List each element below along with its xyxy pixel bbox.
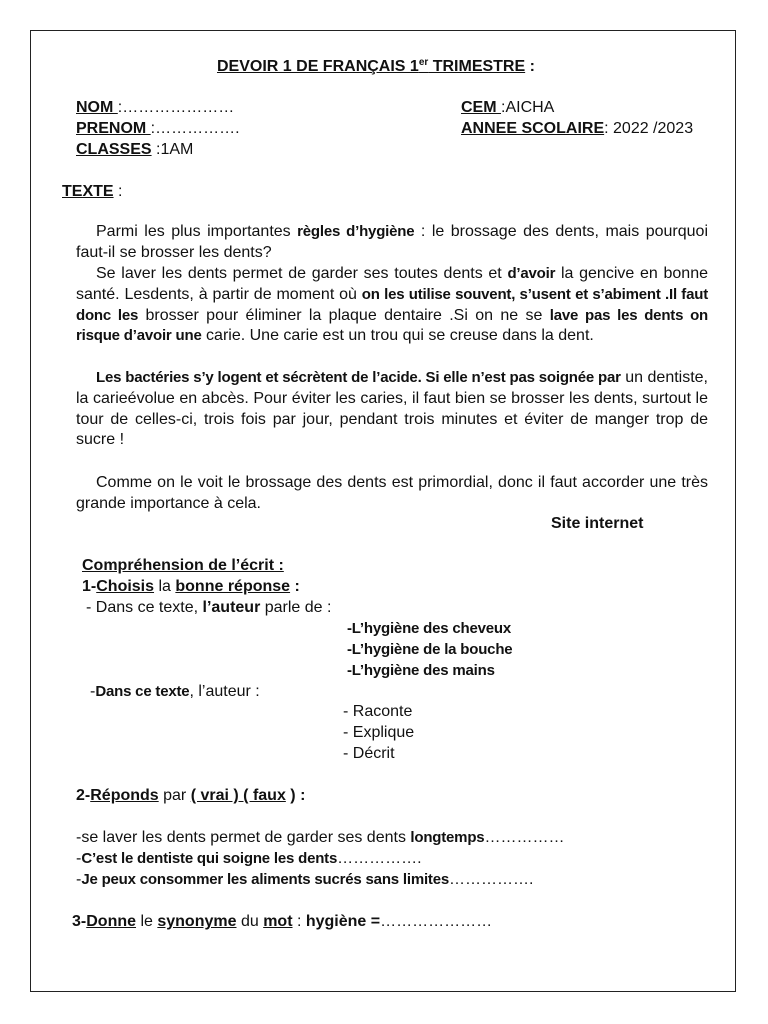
question-1: 1-Choisis la bonne réponse :	[82, 578, 300, 595]
vrai-faux-item-3: -Je peux consommer les aliments sucrés sans limites…………….	[76, 871, 534, 888]
option-raconte: - Raconte	[343, 703, 413, 720]
option-mains: -L’hygiène des mains	[347, 662, 495, 679]
paragraph-3: Les bactéries s’y logent et sécrètent de l’acide. Si elle n’est pas soignée par un dentiste, la carieévolue en abcès. Pour éviter les caries, il faut bien se brosser les dents, surtout le tour de celles-ci, trois fois par jour, pendant trois minutes et éviter de manger trop de sucre !	[76, 369, 709, 449]
prenom-field: PRENOM :…………….	[76, 120, 240, 137]
vrai-faux-item-2: -C’est le dentiste qui soigne les dents…………….	[76, 850, 422, 867]
question-2: 2-Réponds par ( vrai ) ( faux ) :	[76, 787, 306, 804]
question-1-prompt-a: - Dans ce texte, l’auteur parle de :	[86, 599, 332, 616]
option-cheveux: -L’hygiène des cheveux	[347, 620, 511, 637]
option-explique: - Explique	[343, 724, 415, 741]
question-3: 3-Donne le synonyme du mot : hygiène =…………………	[72, 913, 493, 930]
question-1-prompt-b: -Dans ce texte, l’auteur :	[90, 683, 260, 700]
annee-field: ANNEE SCOLAIRE: 2022 /2023	[461, 120, 694, 137]
document-title: DEVOIR 1 DE FRANÇAIS 1er TRIMESTRE :	[217, 57, 535, 75]
option-decrit: - Décrit	[343, 745, 395, 762]
source-label: Site internet	[551, 515, 644, 532]
texte-heading: TEXTE :	[62, 183, 123, 200]
option-bouche: -L’hygiène de la bouche	[347, 641, 513, 658]
paragraph-2: Se laver les dents permet de garder ses toutes dents et d’avoir la gencive en bonne santé. Lesdents, à partir de moment où on les utilise souvent, s’usent et s’abiment .Il faut donc les brosser pour éliminer la plaque dentaire .Si on ne se lave pas les dents on risque d’avoir une carie. Une carie est un trou qui se creuse dans la dent.	[76, 265, 709, 345]
paragraph-4: Comme on le voit le brossage des dents est primordial, donc il faut accorder une très grande importance à cela.	[76, 474, 708, 512]
paragraph-1: Parmi les plus importantes règles d’hygiène : le brossage des dents, mais pourquoi faut-il se brosser les dents?	[76, 223, 708, 261]
vrai-faux-item-1: -se laver les dents permet de garder ses dents longtemps……………	[76, 829, 565, 846]
cem-field: CEM :AICHA	[461, 99, 555, 116]
comprehension-heading: Compréhension de l’écrit :	[82, 557, 284, 574]
nom-field: NOM :…………………	[76, 99, 235, 116]
classes-field: CLASSES :1AM	[76, 141, 194, 158]
